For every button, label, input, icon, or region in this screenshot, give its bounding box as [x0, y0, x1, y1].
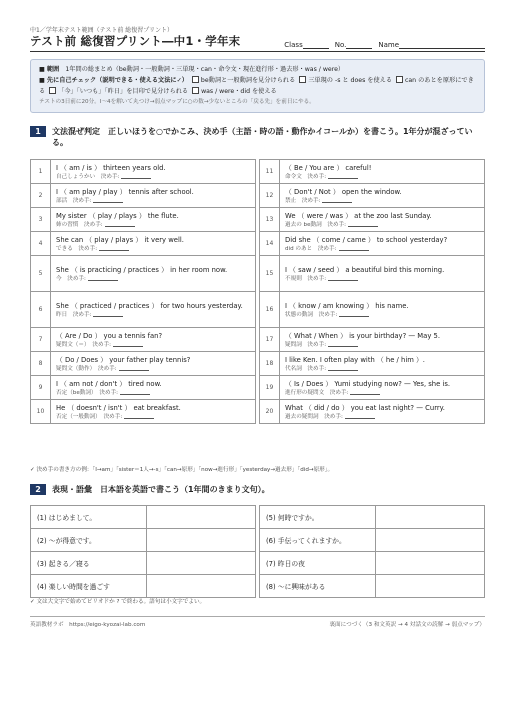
kimete-label: 決め手: — [307, 365, 327, 372]
question-row — [31, 208, 256, 232]
question-hint-line — [56, 245, 250, 253]
question-cell — [51, 292, 256, 328]
question-row — [260, 352, 485, 376]
question-number: 6 — [31, 292, 51, 328]
question-hint: 代名詞 — [285, 365, 302, 372]
checkbox[interactable] — [299, 76, 306, 83]
check-item: was / were・did を使える — [201, 88, 277, 95]
section-1-heading — [30, 126, 485, 148]
vocab-answer-box[interactable] — [376, 575, 485, 598]
question-number: 5 — [31, 256, 51, 292]
question-row — [260, 160, 485, 184]
kimete-blank[interactable] — [113, 341, 143, 347]
vocab-table-right — [259, 505, 485, 598]
question-hint-line — [56, 341, 250, 349]
question-text[interactable]: He （ doesn't / isn't ） eat breakfast. — [56, 403, 181, 412]
question-hint: 否定（be動詞） — [56, 389, 94, 396]
section-2-note: ✓ 文は大文字で始めてピリオドか ? で終わる。語句は小文字でよい。 — [30, 599, 206, 605]
checkbox[interactable] — [192, 76, 199, 83]
checkbox[interactable] — [192, 87, 199, 94]
question-hint-line — [56, 275, 250, 283]
question-cell — [51, 232, 256, 256]
question-row — [31, 256, 256, 292]
kimete-label: 決め手: — [67, 275, 86, 282]
question-text[interactable]: I （ saw / seed ） a beautiful bird this morning. — [285, 265, 445, 274]
question-row — [31, 232, 256, 256]
check-line: ■ 先に自己チェック（説明できる・使える文法に✓） be動詞と一般動詞を見分けられる 三単現の -s と does を使える can のあとを原形にできる 「今」「いつも」「昨日」を目印で見分けられる was / were・did を使える — [39, 77, 474, 95]
kimete-label: 決め手: — [72, 311, 92, 318]
kimete-blank[interactable] — [322, 197, 352, 203]
question-hint: 自己しょうかい — [56, 173, 96, 180]
question-row — [260, 328, 485, 352]
kimete-label: 決め手: — [78, 245, 98, 252]
footer — [30, 616, 485, 628]
question-text[interactable]: （ Don't / Not ） open the window. — [285, 187, 402, 196]
vocab-prompt: (4) 楽しい時間を過ごす — [31, 575, 147, 598]
vocab-prompt: (8) ～に興味がある — [260, 575, 376, 598]
vocab-row — [31, 552, 256, 575]
question-hint: 今 — [56, 275, 62, 282]
section-1-note: ✓ 決め手の書き方の例：「I→am」「sister＝1人→-s」「can→原形」「now→進行形」「yesterday→過去形」「did→原形」。 — [30, 467, 334, 473]
kimete-blank[interactable] — [93, 197, 123, 203]
question-hint-line — [56, 413, 250, 421]
question-row — [260, 208, 485, 232]
question-hint-line — [285, 221, 479, 229]
no-label: No. — [334, 41, 347, 49]
vocab-row — [31, 529, 256, 552]
range-text: 1年間の総まとめ（be動詞・一般動詞・三単現・can・命令文・現在進行形・過去形・was / were） — [65, 66, 345, 73]
question-text[interactable]: I like Ken. I often play with （ he / him ）. — [285, 355, 425, 364]
vocab-row — [260, 506, 485, 529]
kimete-blank[interactable] — [105, 221, 135, 227]
question-row — [31, 400, 256, 424]
question-number: 20 — [260, 400, 280, 424]
kimete-label: 決め手: — [301, 197, 321, 204]
question-text[interactable]: She （ is practicing / practices ） in her room now. — [56, 265, 228, 274]
vocab-answer-box[interactable] — [147, 529, 256, 552]
info-box — [30, 59, 485, 113]
question-hint: 禁止 — [285, 197, 297, 204]
page-title: テスト前 総復習プリント―中1・学年末 — [30, 34, 241, 48]
kimete-label: 決め手: — [100, 173, 120, 180]
kimete-blank[interactable] — [119, 365, 149, 371]
kimete-blank[interactable] — [120, 389, 150, 395]
question-number: 2 — [31, 184, 51, 208]
question-hint-line — [285, 341, 479, 349]
question-cell — [51, 376, 256, 400]
study-tip: テストの3日前に20分。Ⅰ～4を解いて丸つけ→弱点マップに○の数→少ないところの「戻る先」を前日にやる。 — [39, 99, 315, 105]
question-text[interactable]: （ Be / You are ） careful! — [285, 163, 372, 172]
question-hint-line — [56, 221, 250, 229]
question-cell — [280, 184, 485, 208]
vocab-answer-box[interactable] — [147, 575, 256, 598]
section-number: 1 — [30, 126, 46, 137]
no-blank[interactable] — [346, 41, 372, 49]
question-row — [31, 292, 256, 328]
question-hint: 過去の疑問詞 — [285, 413, 319, 420]
question-cell — [51, 184, 256, 208]
vocab-prompt: (7) 昨日の夜 — [260, 552, 376, 575]
question-number: 19 — [260, 376, 280, 400]
vocab-answer-box[interactable] — [147, 506, 256, 529]
vocab-row — [260, 529, 485, 552]
question-hint-line — [285, 413, 479, 421]
question-row — [260, 376, 485, 400]
vocab-answer-box[interactable] — [147, 552, 256, 575]
question-text[interactable]: My sister （ play / plays ） the flute. — [56, 211, 179, 220]
kimete-label: 決め手: — [307, 173, 327, 180]
question-hint-line — [285, 245, 479, 253]
question-row — [260, 292, 485, 328]
kimete-blank[interactable] — [88, 275, 118, 281]
range-label: 範囲 — [46, 66, 60, 73]
question-hint-line — [285, 173, 479, 181]
question-row — [31, 376, 256, 400]
question-cell — [280, 352, 485, 376]
kimete-blank[interactable] — [328, 173, 358, 179]
section-2-heading — [30, 484, 485, 495]
kimete-label: 決め手: — [97, 365, 117, 372]
question-number: 10 — [31, 400, 51, 424]
question-number: 7 — [31, 328, 51, 352]
question-hint-line — [285, 365, 479, 373]
question-cell — [280, 400, 485, 424]
question-text[interactable]: I （ am play / play ） tennis after school. — [56, 187, 194, 196]
question-hint-line — [56, 173, 250, 181]
kimete-label: 決め手: — [92, 341, 112, 348]
grammar-table-right — [259, 159, 485, 424]
question-hint: 不規則 — [285, 275, 302, 282]
question-hint-line — [56, 365, 250, 373]
question-hint-line — [285, 311, 479, 319]
question-hint: 部活 — [56, 197, 68, 204]
question-hint: 進行形の疑問文 — [285, 389, 325, 396]
kimete-blank[interactable] — [348, 221, 378, 227]
number-field — [335, 41, 373, 49]
kimete-blank[interactable] — [99, 245, 129, 251]
question-number: 13 — [260, 208, 280, 232]
range-line: ■ 範囲 1年間の総まとめ（be動詞・一般動詞・三単現・can・命令文・現在進行形・過去形・was / were） — [39, 66, 345, 73]
question-hint: できる — [56, 245, 73, 252]
kimete-label: 決め手: — [324, 413, 343, 420]
check-item: be動詞と一般動詞を見分けられる — [200, 77, 296, 84]
question-cell — [51, 160, 256, 184]
question-hint: 状態の動詞 — [285, 311, 313, 318]
question-cell — [51, 256, 256, 292]
question-cell — [280, 160, 485, 184]
question-hint: 否定（一般動詞） — [56, 413, 98, 420]
question-cell — [280, 256, 485, 292]
question-hint: 命令文 — [285, 173, 302, 180]
question-text[interactable]: We （ were / was ） at the zoo last Sunday. — [285, 211, 432, 220]
kimete-label: 決め手: — [99, 389, 119, 396]
question-hint: 昨日 — [56, 311, 68, 318]
question-text[interactable]: （ Is / Does ） Yumi studying now? — Yes, she is. — [285, 379, 451, 388]
question-number: 15 — [260, 256, 280, 292]
vocab-prompt: (5) 何時ですか。 — [260, 506, 376, 529]
question-hint-line — [56, 197, 250, 205]
class-label: Class — [284, 41, 303, 49]
question-cell — [280, 376, 485, 400]
question-cell — [280, 328, 485, 352]
kimete-label: 決め手: — [103, 413, 123, 420]
question-text[interactable]: She （ practiced / practices ） for two hours yesterday. — [56, 301, 243, 310]
name-blank[interactable] — [399, 41, 485, 49]
kimete-blank[interactable] — [93, 311, 123, 317]
kimete-label: 決め手: — [84, 221, 103, 228]
kimete-label: 決め手: — [329, 389, 349, 396]
class-field — [284, 41, 328, 49]
check-item: can のあとを原形にできる — [39, 77, 474, 95]
question-hint-line — [56, 311, 250, 319]
question-hint: 疑問詞 — [285, 341, 302, 348]
question-cell — [280, 208, 485, 232]
question-number: 17 — [260, 328, 280, 352]
question-hint-line — [56, 389, 250, 397]
question-number: 12 — [260, 184, 280, 208]
section-title: 文法混ぜ判定 正しいほうを○でかこみ、決め手（主語・時の語・動作かイコールか）を書こう。1年分が混ざっている。 — [52, 127, 473, 147]
question-row — [260, 232, 485, 256]
kimete-label: 決め手: — [307, 275, 327, 282]
checkbox[interactable] — [396, 76, 403, 83]
vocab-row — [31, 506, 256, 529]
question-hint-line — [285, 275, 479, 283]
footer-site: 英語教材ラボ https://eigo-kyozai-lab.com — [30, 622, 146, 628]
kimete-blank[interactable] — [345, 413, 375, 419]
vocab-answer-box[interactable] — [376, 552, 485, 575]
question-cell — [51, 328, 256, 352]
kimete-label: 決め手: — [307, 341, 327, 348]
footer-continue: 裏面につづく（3 和文英訳 → 4 対話文の読解 → 弱点マップ） — [329, 622, 485, 628]
kimete-blank[interactable] — [121, 173, 151, 179]
question-row — [31, 352, 256, 376]
name-label: Name — [378, 41, 399, 49]
check-label: 先に自己チェック（説明できる・使える文法に✓） — [46, 77, 188, 84]
section-title: 表現・語彙 日本語を英語で書こう（1年間のきまり文句）。 — [52, 485, 270, 494]
question-row — [31, 184, 256, 208]
question-number: 14 — [260, 232, 280, 256]
check-item: 「今」「いつも」「昨日」を目印で見分けられる — [58, 88, 189, 95]
checkbox[interactable] — [49, 87, 56, 94]
kimete-label: 決め手: — [72, 197, 92, 204]
title-divider — [30, 51, 485, 52]
question-number: 8 — [31, 352, 51, 376]
vocab-prompt: (2) ～が得意です。 — [31, 529, 147, 552]
question-text[interactable]: （ Do / Does ） your father play tennis? — [56, 355, 191, 364]
question-row — [260, 184, 485, 208]
check-item: 三単現の -s と does を使える — [308, 77, 393, 84]
question-cell — [51, 400, 256, 424]
vocab-prompt: (3) 起きる／寝る — [31, 552, 147, 575]
vocab-prompt: (1) はじめまして。 — [31, 506, 147, 529]
question-hint: 疑問文（＝） — [56, 341, 87, 348]
title-row — [30, 35, 485, 49]
vocab-row — [260, 552, 485, 575]
question-row — [260, 256, 485, 292]
question-number: 11 — [260, 160, 280, 184]
vocab-answer-box[interactable] — [376, 506, 485, 529]
question-hint-line — [285, 389, 479, 397]
vocab-answer-box[interactable] — [376, 529, 485, 552]
question-text[interactable]: She can （ play / plays ） it very well. — [56, 235, 184, 244]
name-field — [378, 41, 485, 49]
question-hint-line — [285, 197, 479, 205]
question-text[interactable]: Did she （ come / came ） to school yesterday? — [285, 235, 448, 244]
kimete-blank[interactable] — [124, 413, 154, 419]
question-text[interactable]: （ Are / Do ） you a tennis fan? — [56, 331, 163, 340]
question-hint: 疑問文（動作） — [56, 365, 93, 372]
question-row — [260, 400, 485, 424]
question-text[interactable]: I （ am not / don't ） tired now. — [56, 379, 162, 388]
question-number: 3 — [31, 208, 51, 232]
question-row — [31, 160, 256, 184]
vocab-prompt: (6) 手伝ってくれますか。 — [260, 529, 376, 552]
question-number: 16 — [260, 292, 280, 328]
header-subtitle: 中1／学年末テスト範囲（テスト前 総復習プリント） — [30, 27, 174, 34]
kimete-blank[interactable] — [350, 389, 380, 395]
vocab-row — [260, 575, 485, 598]
question-number: 9 — [31, 376, 51, 400]
question-cell — [51, 352, 256, 376]
student-fields — [284, 41, 485, 49]
question-hint: 姉の習慣 — [56, 221, 79, 228]
question-hint: did のあと — [285, 245, 313, 252]
question-cell — [51, 208, 256, 232]
question-cell — [280, 232, 485, 256]
kimete-label: 決め手: — [318, 311, 338, 318]
vocab-row — [31, 575, 256, 598]
question-number: 1 — [31, 160, 51, 184]
question-text[interactable]: I （ know / am knowing ） his name. — [285, 301, 409, 310]
kimete-label: 決め手: — [317, 245, 337, 252]
kimete-blank[interactable] — [339, 245, 369, 251]
question-text[interactable]: I （ am / is ） thirteen years old. — [56, 163, 166, 172]
vocab-table-left — [30, 505, 256, 598]
kimete-blank[interactable] — [328, 341, 358, 347]
question-number: 18 — [260, 352, 280, 376]
question-text[interactable]: What （ did / do ） you eat last night? — Curry. — [285, 403, 445, 412]
question-hint: 過去の be動詞 — [285, 221, 322, 228]
class-blank[interactable] — [303, 41, 329, 49]
section-number: 2 — [30, 484, 46, 495]
grammar-table-left — [30, 159, 256, 424]
kimete-blank[interactable] — [328, 365, 358, 371]
kimete-blank[interactable] — [328, 275, 358, 281]
question-row — [31, 328, 256, 352]
question-number: 4 — [31, 232, 51, 256]
kimete-label: 決め手: — [327, 221, 347, 228]
kimete-blank[interactable] — [339, 311, 369, 317]
question-cell — [280, 292, 485, 328]
question-text[interactable]: （ What / When ） is your birthday? — May 5. — [285, 331, 440, 340]
